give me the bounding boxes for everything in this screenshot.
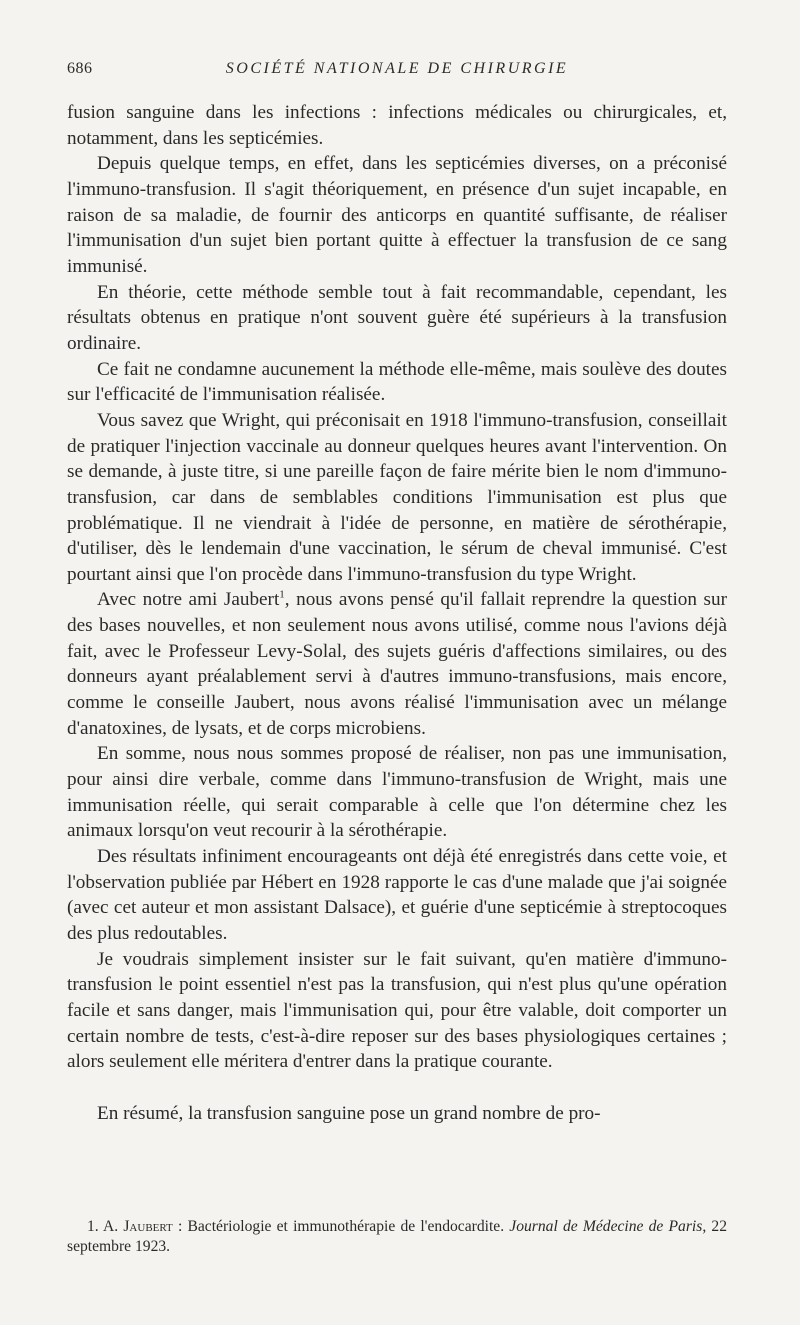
paragraph: fusion sanguine dans les infections : infections médicales ou chirurgicales, et, notamment, dans les septicémies. [67,102,727,149]
paragraph: Je voudrais simplement insister sur le fait suivant, qu'en matière d'immuno-transfusion le point essentiel n'est pas la transfusion, qui n'est plus qu'une opération facile et sans danger, mais l'immunisation qui, pour être valable, doit comporter un certain nombre de tests, c'est-à-dire reposer sur des bases physiologiques certaines ; alors seulement elle méritera d'entrer dans la pratique courante. [67,948,727,1073]
paragraph: Depuis quelque temps, en effet, dans les septicémies diverses, on a préconisé l'immuno-transfusion. Il s'agit théoriquement, en présence d'un sujet incapable, en raison de sa maladie, de fournir des anticorps en quantité suffisante, de réaliser l'immunisation d'un sujet bien portant quitte à effectuer la transfusion de ce sang immunisé. [67,153,727,277]
paragraph-rest: , nous avons pensé qu'il fallait reprendre la question sur des bases nouvelles, et non seulement nous avons utilisé, comme nous l'avions déjà fait, avec le Professeur Levy-Solal, des sujets guéris d'affections similaires, ou des donneurs ayant préalablement servi à d'autres immuno-transfusions, mais encore, comme le conseille Jaubert, nous avons réalisé l'immunisation avec un mélange d'anatoxines, de lysats, et de corps microbiens. [67,589,727,739]
paragraph: En théorie, cette méthode semble tout à fait recommandable, cependant, les résultats obtenus en pratique n'ont souvent guère été supérieurs à la transfusion ordinaire. [67,281,727,354]
footnote-number: 1. A. [87,1218,119,1235]
paragraph: En somme, nous nous sommes proposé de réaliser, non pas une immunisation, pour ainsi dire verbale, comme dans l'immuno-transfusion de Wright, mais une immunisation réelle, qui serait comparable à celle que l'on détermine chez les animaux lorsqu'on veut recourir à la sérothérapie. [67,743,727,842]
body-text [67,100,727,1127]
paragraph: Des résultats infiniment encourageants ont déjà été enregistrés dans cette voie, et l'observation publiée par Hébert en 1928 rapporte le cas d'une malade que j'ai soignée (avec cet auteur et mon assistant Dalsace), et guérie d'une septicémie à streptocoques des plus redoutables. [67,846,727,944]
paragraph: Ce fait ne condamne aucunement la méthode elle-même, mais soulève des doutes sur l'efficacité de l'immunisation réalisée. [67,358,727,406]
footnote-journal: Journal de Médecine de Paris [509,1218,703,1235]
footnote [67,1217,727,1257]
running-head: SOCIÉTÉ NATIONALE DE CHIRURGIE [225,60,569,77]
footnote-author: Jaubert [123,1218,173,1235]
paragraph: Vous savez que Wright, qui préconisait en 1918 l'immuno-transfusion, conseillait de pratiquer l'injection vaccinale au donneur quelques heures avant l'intervention. On se demande, à juste titre, si une pareille façon de faire mérite bien le nom d'immuno-transfusion, car dans de semblables conditions l'immunisation est plus que problématique. Il ne viendrait à l'idée de personne, en matière de sérothérapie, d'utiliser, dès le lendemain d'une vaccination, le sérum de cheval immunisé. C'est pourtant ainsi que l'on procède dans l'immuno-transfusion du type Wright. [67,409,727,585]
footnote-date: , 22 septembre 1923. [67,1218,727,1255]
paragraph [67,587,727,741]
page-number: 686 [67,60,93,77]
paragraph: En résumé, la transfusion sanguine pose un grand nombre de pro- [97,1102,601,1124]
page-header [67,60,727,84]
footnote-marker[interactable]: 1 [279,589,285,602]
footnote-text: : Bactériologie et immunothérapie de l'endocardite. [172,1218,510,1235]
paragraph-start: Avec notre ami Jaubert [97,589,280,611]
